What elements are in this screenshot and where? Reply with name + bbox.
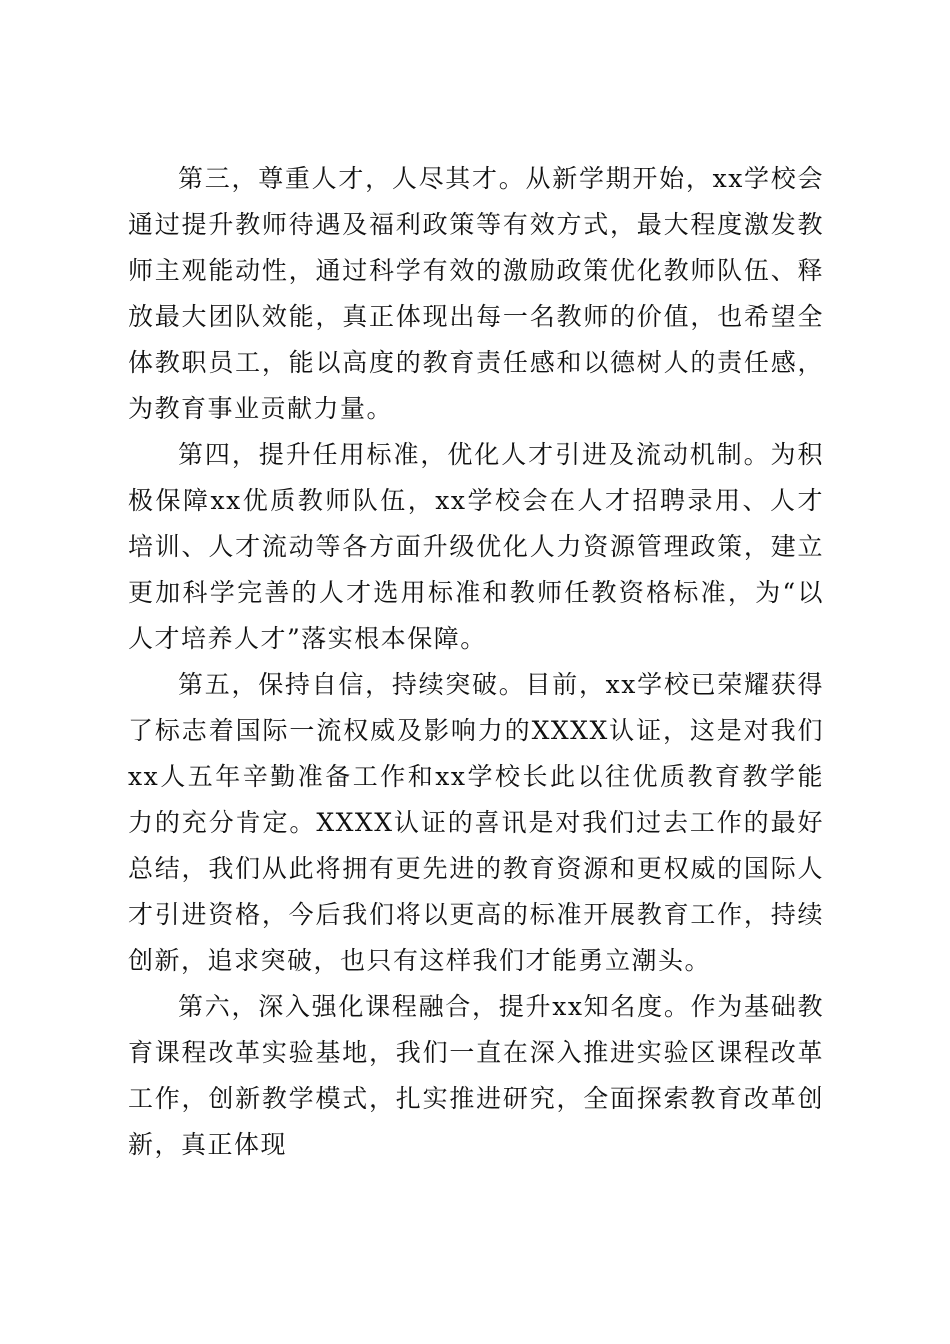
paragraph-third: 第三，尊重人才，人尽其才。从新学期开始，xx学校会通过提升教师待遇及福利政策等有效方式，最大程度激发教师主观能动性，通过科学有效的激励政策优化教师队伍、释放最大团队效能，真正体现出每一名教师的价值，也希望全体教职员工，能以高度的教育责任感和以德树人的责任感，为教育事业贡献力量。 [128, 164, 824, 423]
paragraph-fifth: 第五，保持自信，持续突破。目前，xx学校已荣耀获得了标志着国际一流权威及影响力的XXXX认证，这是对我们xx人五年辛勤准备工作和xx学校长此以往优质教育教学能力的充分肯定。XXXX认证的喜讯是对我们过去工作的最好总结，我们从此将拥有更先进的教育资源和更权威的国际人才引进资格，今后我们将以更高的标准开展教育工作，持续创新，追求突破，也只有这样我们才能勇立潮头。 [128, 670, 824, 975]
document-body [128, 156, 824, 1168]
paragraph-sixth: 第六，深入强化课程融合，提升xx知名度。作为基础教育课程改革实验基地，我们一直在深入推进实验区课程改革工作，创新教学模式，扎实推进研究，全面探索教育改革创新，真正体现 [128, 992, 824, 1159]
paragraph-fourth: 第四，提升任用标准，优化人才引进及流动机制。为积极保障xx优质教师队伍，xx学校会在人才招聘录用、人才培训、人才流动等各方面升级优化人力资源管理政策，建立更加科学完善的人才选用标准和教师任教资格标准，为“以人才培养人才”落实根本保障。 [128, 440, 824, 653]
